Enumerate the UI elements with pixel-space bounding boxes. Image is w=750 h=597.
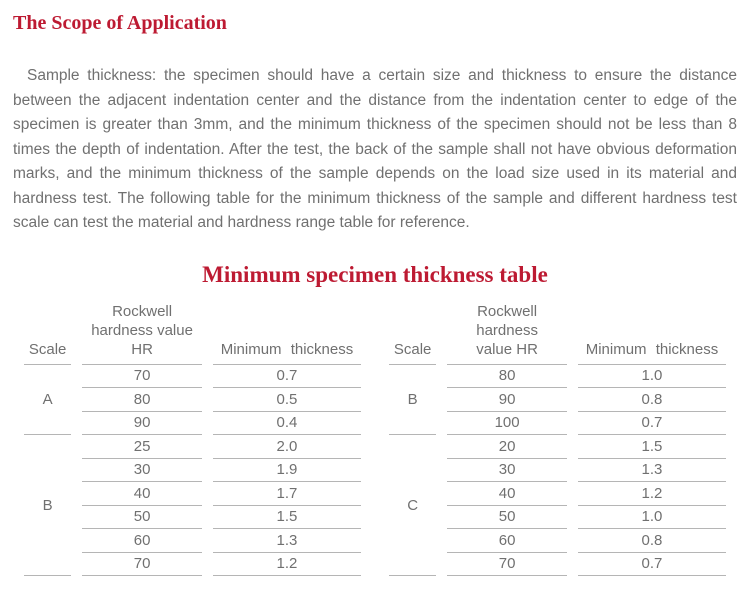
right-hardness-header-line1: Rockwell hardness — [476, 302, 538, 339]
thickness-value-cell: 0.8 — [578, 529, 726, 553]
right-hardness-header — [447, 302, 567, 365]
thickness-value-cell: 0.7 — [213, 365, 361, 389]
left-table-header-row — [24, 302, 361, 365]
thickness-value-cell: 1.2 — [213, 553, 361, 577]
thickness-value-cell: 1.2 — [578, 482, 726, 506]
thickness-value-cell: 1.0 — [578, 365, 726, 389]
table-row — [389, 529, 726, 553]
table-row — [24, 365, 361, 389]
hardness-value-cell: 80 — [82, 388, 202, 412]
hardness-value-cell: 50 — [82, 506, 202, 530]
hardness-value-cell: 20 — [447, 435, 567, 459]
left-thickness-table — [13, 302, 372, 577]
table-row — [389, 506, 726, 530]
hardness-value-cell: 70 — [82, 553, 202, 577]
left-hardness-header-line1: Rockwell — [112, 302, 173, 320]
right-scale-header: Scale — [389, 302, 436, 365]
thickness-value-cell: 1.9 — [213, 459, 361, 483]
right-hardness-header-line2: value HR — [476, 340, 538, 358]
thickness-value-cell: 0.7 — [578, 412, 726, 436]
scale-group-cell: B — [389, 365, 436, 436]
hardness-value-cell: 60 — [447, 529, 567, 553]
hardness-value-cell: 30 — [447, 459, 567, 483]
hardness-value-cell: 60 — [82, 529, 202, 553]
table-row — [389, 435, 726, 459]
thickness-value-cell: 1.5 — [213, 506, 361, 530]
thickness-value-cell: 0.8 — [578, 388, 726, 412]
hardness-value-cell: 30 — [82, 459, 202, 483]
thickness-value-cell: 1.3 — [213, 529, 361, 553]
page-title: The Scope of Application — [13, 12, 227, 34]
right-thickness-header: Minimum thickness — [578, 302, 726, 365]
table-row — [24, 482, 361, 506]
table-row — [24, 506, 361, 530]
table-row — [389, 459, 726, 483]
scale-group-cell: A — [24, 365, 71, 436]
left-hardness-header-line2: hardness value HR — [91, 321, 193, 358]
table-row — [389, 388, 726, 412]
thickness-value-cell: 0.4 — [213, 412, 361, 436]
table-row — [389, 365, 726, 389]
hardness-value-cell: 90 — [82, 412, 202, 436]
hardness-value-cell: 90 — [447, 388, 567, 412]
table-row — [24, 435, 361, 459]
hardness-value-cell: 40 — [447, 482, 567, 506]
right-thickness-table — [378, 302, 737, 577]
thickness-value-cell: 0.7 — [578, 553, 726, 577]
scale-group-cell: B — [24, 435, 71, 576]
table-row — [389, 553, 726, 577]
table-row — [24, 388, 361, 412]
thickness-value-cell: 1.7 — [213, 482, 361, 506]
hardness-value-cell: 70 — [447, 553, 567, 577]
right-table-header-row — [389, 302, 726, 365]
thickness-value-cell: 0.5 — [213, 388, 361, 412]
hardness-value-cell: 50 — [447, 506, 567, 530]
thickness-value-cell: 1.3 — [578, 459, 726, 483]
table-row — [389, 412, 726, 436]
left-scale-header: Scale — [24, 302, 71, 365]
table-title: Minimum specimen thickness table — [202, 261, 548, 287]
left-thickness-header: Minimum thickness — [213, 302, 361, 365]
thickness-tables — [13, 302, 737, 577]
table-row — [389, 482, 726, 506]
thickness-value-cell: 1.5 — [578, 435, 726, 459]
table-row — [24, 553, 361, 577]
table-row — [24, 459, 361, 483]
hardness-value-cell: 40 — [82, 482, 202, 506]
intro-paragraph: Sample thickness: the specimen should have a certain size and thickness to ensure the distance between the adjacent indentation center and the distance from the indentation center to edge of the specimen is greater than 3mm, and the minimum thickness of the specimen should not be less than 8 times the depth of indentation. After the test, the back of the sample shall not have obvious deformation marks, and the minimum thickness of the sample depends on the load size used in its material and hardness test. The following table for the minimum thickness of the sample and different hardness test scale can test the material and hardness range table for reference. — [13, 67, 737, 231]
thickness-value-cell: 1.0 — [578, 506, 726, 530]
hardness-value-cell: 100 — [447, 412, 567, 436]
hardness-value-cell: 70 — [82, 365, 202, 389]
left-hardness-header — [82, 302, 202, 365]
table-row — [24, 529, 361, 553]
thickness-value-cell: 2.0 — [213, 435, 361, 459]
scale-group-cell: C — [389, 435, 436, 576]
hardness-value-cell: 80 — [447, 365, 567, 389]
table-row — [24, 412, 361, 436]
hardness-value-cell: 25 — [82, 435, 202, 459]
